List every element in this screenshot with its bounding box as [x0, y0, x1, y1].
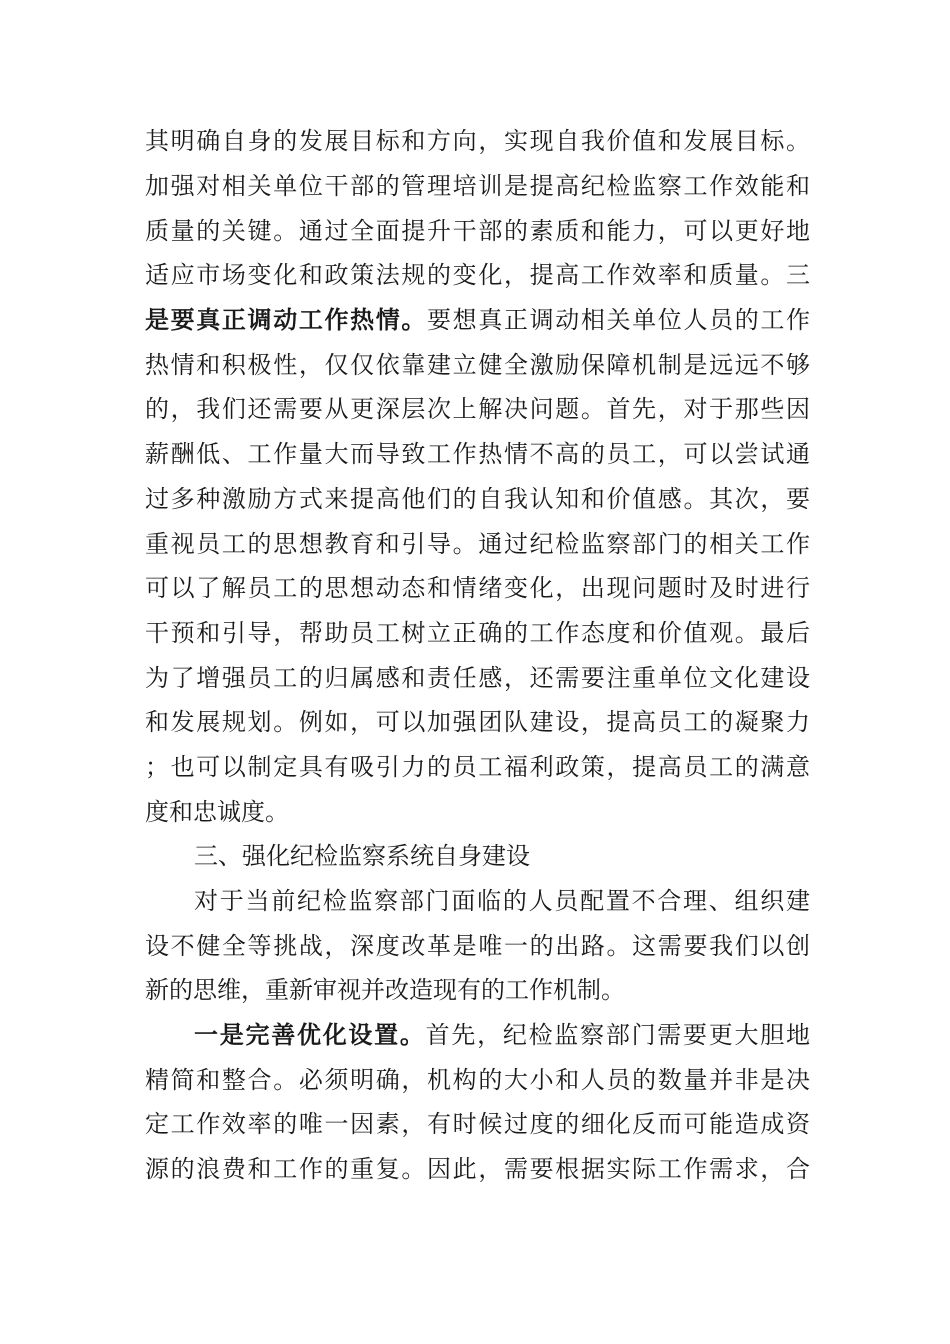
- text-line: 新的思维，重新审视并改造现有的工作机制。: [145, 976, 625, 1004]
- text-line: ；也可以制定具有吸引力的员工福利政策，提高员工的满意: [145, 753, 810, 781]
- text-line: 适应市场变化和政策法规的变化，提高工作效率和质量。三: [145, 261, 810, 289]
- text-line: 的，我们还需要从更深层次上解决问题。首先，对于那些因: [145, 395, 810, 423]
- text-line: 热情和积极性，仅仅依靠建立健全激励保障机制是远远不够: [145, 351, 810, 379]
- text-line-mixed: [145, 298, 810, 342]
- line-rest: 首先，纪检监察部门需要更大胆地: [425, 1021, 810, 1049]
- text-line: 干预和引导，帮助员工树立正确的工作态度和价值观。最后: [145, 619, 810, 647]
- text-line: 精简和整合。必须明确，机构的大小和人员的数量并非是决: [145, 1066, 810, 1094]
- text-line: 设不健全等挑战，深度改革是唯一的出路。这需要我们以创: [145, 932, 810, 960]
- text-line: 度和忠诚度。: [145, 798, 289, 826]
- text-line: 过多种激励方式来提高他们的自我认知和价值感。其次，要: [145, 485, 810, 513]
- text-line: 加强对相关单位干部的管理培训是提高纪检监察工作效能和: [145, 172, 810, 200]
- text-line: 为了增强员工的归属感和责任感，还需要注重单位文化建设: [145, 664, 810, 692]
- line-rest: 要想真正调动相关单位人员的工作: [427, 306, 810, 334]
- section-heading: 三、强化纪检监察系统自身建设: [194, 842, 530, 870]
- text-line: 其明确自身的发展目标和方向，实现自我价值和发展目标。: [145, 127, 810, 155]
- text-line-mixed: [194, 1013, 810, 1057]
- bold-lead: 一是完善优化设置。: [194, 1020, 426, 1049]
- bold-lead: 是要真正调动工作热情。: [145, 305, 428, 334]
- text-line: 薪酬低、工作量大而导致工作热情不高的员工，可以尝试通: [145, 440, 810, 468]
- text-line: 对于当前纪检监察部门面临的人员配置不合理、组织建: [194, 887, 810, 915]
- text-line: 质量的关键。通过全面提升干部的素质和能力，可以更好地: [145, 217, 810, 245]
- text-line: 可以了解员工的思想动态和情绪变化，出现问题时及时进行: [145, 574, 810, 602]
- text-line: 重视员工的思想教育和引导。通过纪检监察部门的相关工作: [145, 530, 810, 558]
- text-line: 和发展规划。例如，可以加强团队建设，提高员工的凝聚力: [145, 708, 810, 736]
- text-line: 定工作效率的唯一因素，有时候过度的细化反而可能造成资: [145, 1110, 810, 1138]
- text-line: 源的浪费和工作的重复。因此，需要根据实际工作需求，合: [145, 1155, 810, 1183]
